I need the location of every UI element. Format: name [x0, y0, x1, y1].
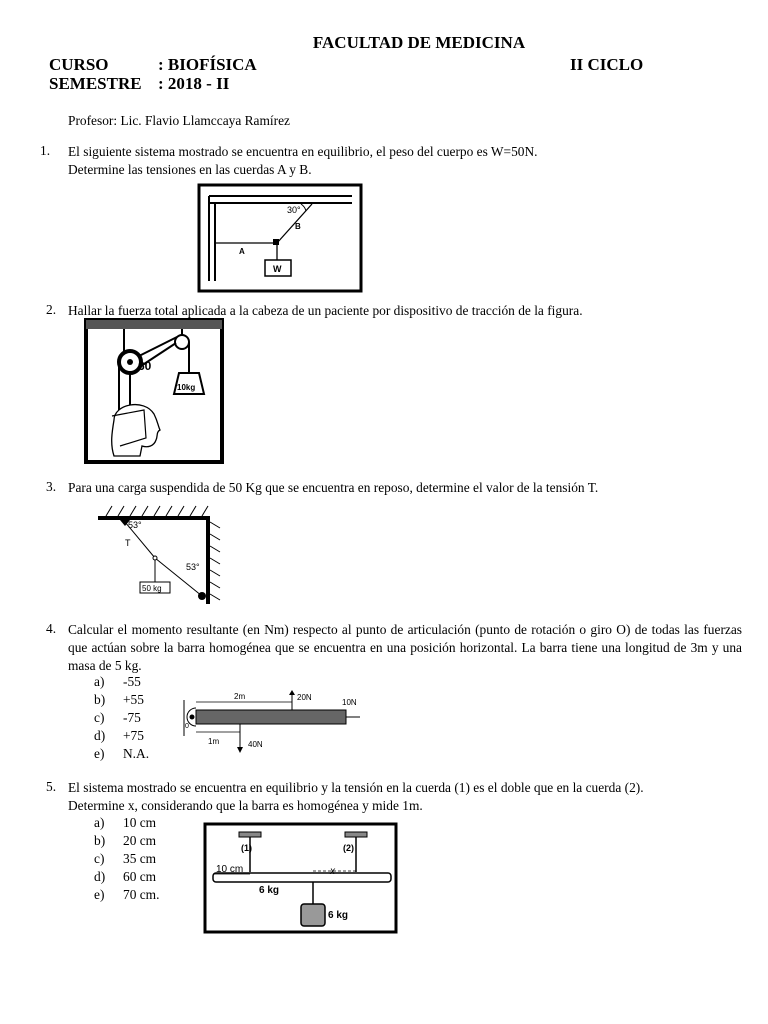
problem-3-number: 3. [46, 479, 57, 494]
angle-right-label: 53° [186, 562, 200, 572]
angle-label: 30° [287, 205, 301, 215]
problem-5-number: 5. [46, 779, 57, 794]
option-4b-letter: b) [94, 692, 106, 707]
semestre-value: : 2018 - II [158, 74, 230, 93]
problem-5-line-1: El sistema mostrado se encuentra en equilibrio y la tensión en la cuerda (1) es el doble que en la cuerda (2). [68, 780, 644, 795]
rope-1-label: (1) [241, 843, 252, 853]
option-5e-letter: e) [94, 887, 105, 902]
rope-2-label: (2) [343, 843, 354, 853]
force-20n-label: 20N [297, 693, 312, 702]
curso-value: : BIOFÍSICA [158, 55, 257, 74]
option-5b-value: 20 cm [123, 833, 157, 848]
dim-x-label: x [330, 866, 335, 877]
problem-4-text: Calcular el momento resultante (en Nm) respecto al punto de articulación (punto de rotación o giro O) de todas las fuerzas que actúan sobre la barra homogénea que se encuentra en una posición horizontal. La barra tiene una longitud de 3m y una masa de 5 kg. [68, 622, 742, 673]
pivot-label: 0 [185, 723, 189, 730]
semestre-label: SEMESTRE [49, 74, 142, 93]
problem-4-figure [182, 688, 364, 756]
profesor: Profesor: Lic. Flavio Llamccaya Ramírez [68, 113, 290, 128]
option-5a-letter: a) [94, 815, 105, 830]
option-4a-letter: a) [94, 674, 105, 689]
ceiling-hatch [106, 506, 208, 516]
problem-1-figure [197, 183, 363, 293]
dim-2m-label: 2m [234, 692, 246, 701]
problem-4-number: 4. [46, 621, 57, 636]
force-40n-label: 40N [248, 740, 263, 749]
problem-2-figure [84, 318, 224, 464]
option-5b-letter: b) [94, 833, 106, 848]
problem-5-line-2: Determine x, considerando que la barra es homogénea y mide 1m. [68, 798, 423, 813]
knot [273, 239, 279, 245]
wall [206, 516, 210, 604]
ceiling [98, 516, 210, 520]
option-4b-value: +55 [123, 692, 144, 707]
problem-1-line-1: El siguiente sistema mostrado se encuentra en equilibrio, el peso del cuerpo es W=50N. [68, 144, 538, 159]
force-10n-label: 10N [342, 698, 357, 707]
force-20n-head [289, 690, 295, 695]
bar-mass-label: 6 kg [259, 885, 280, 896]
option-5c-value: 35 cm [123, 851, 157, 866]
weight-label: W [273, 264, 282, 274]
curso-label: CURSO [49, 55, 109, 74]
mass-label: 50 kg [142, 584, 162, 593]
wall-hatch [210, 522, 220, 600]
block-mass-label: 6 kg [328, 910, 349, 921]
option-4a-value: -55 [123, 674, 141, 689]
problem-3-figure [98, 502, 224, 606]
knot [153, 556, 157, 560]
angle-top-label: 53° [128, 520, 142, 530]
ciclo: II CICLO [570, 55, 644, 74]
angle-label: 60 [138, 359, 152, 373]
support-2 [345, 832, 367, 837]
dim-1m-label: 1m [208, 737, 220, 746]
force-40n-head [237, 747, 243, 753]
faculty-title: FACULTAD DE MEDICINA [312, 33, 526, 52]
problem-1-line-2: Determine las tensiones en las cuerdas A y B. [68, 162, 312, 177]
mass-label: 10kg [177, 383, 196, 392]
option-4e-letter: e) [94, 746, 105, 761]
option-4e-value: N.A. [123, 746, 150, 761]
option-4c-value: -75 [123, 710, 141, 725]
support-1 [239, 832, 261, 837]
option-4c-letter: c) [94, 710, 105, 725]
rope-a-label: A [239, 247, 245, 256]
tension-label: T [125, 538, 131, 548]
ceiling-beam [86, 320, 222, 329]
problem-2-number: 2. [46, 302, 57, 317]
pulley-moving-axle [127, 359, 133, 365]
problem-3-line-1: Para una carga suspendida de 50 Kg que se encuentra en reposo, determine el valor de la tensión T. [68, 480, 599, 495]
problem-2-line-1: Hallar la fuerza total aplicada a la cabeza de un paciente por dispositivo de tracción de la figura. [68, 303, 583, 318]
option-5d-value: 60 cm [123, 869, 157, 884]
option-5d-letter: d) [94, 869, 106, 884]
pivot-point [190, 715, 195, 720]
option-4d-value: +75 [123, 728, 144, 743]
rope-b-label: B [295, 222, 301, 231]
option-4d-letter: d) [94, 728, 106, 743]
option-5a-value: 10 cm [123, 815, 157, 830]
block [301, 904, 325, 926]
dim-10cm-label: 10 cm [216, 864, 244, 875]
problem-1-number: 1. [40, 143, 51, 158]
bar [196, 710, 346, 724]
option-5e-value: 70 cm. [123, 887, 160, 902]
problem-5-figure [203, 822, 398, 934]
option-5c-letter: c) [94, 851, 105, 866]
pulley-fixed [175, 335, 189, 349]
